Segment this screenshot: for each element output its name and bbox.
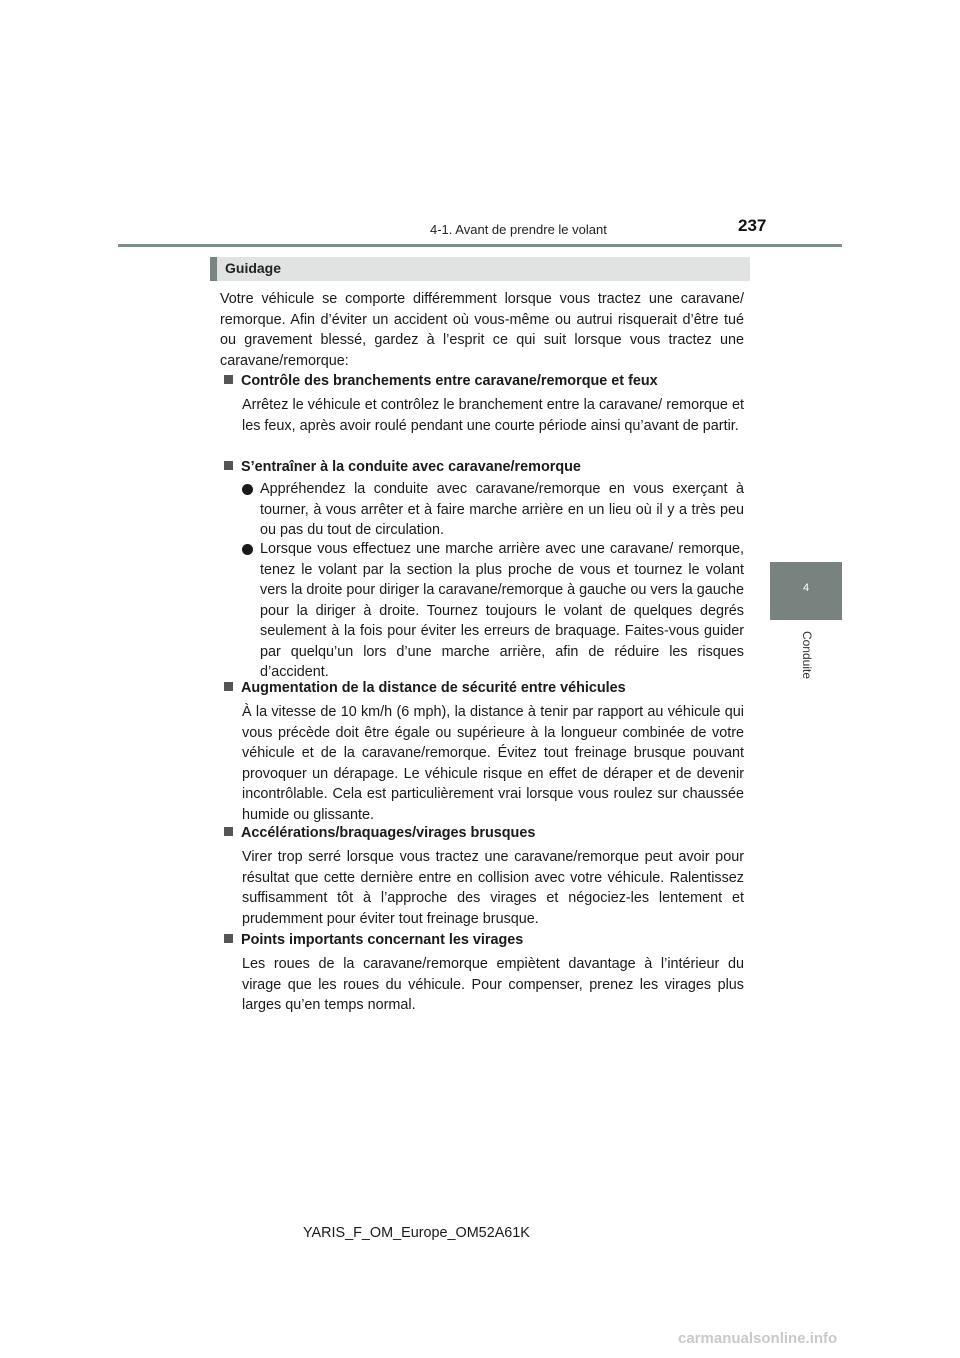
topic-heading [224,930,523,950]
header-divider [118,244,842,247]
topic-heading-text: Accélérations/braquages/virages brusques [241,825,536,841]
document-code: YARIS_F_OM_Europe_OM52A61K [303,1225,530,1241]
heading-accent-bar [210,257,217,281]
section-title: 4-1. Avant de prendre le volant [430,222,607,237]
square-bullet-icon [224,827,233,836]
topic-body: Les roues de la caravane/remorque empiètent davantage à l’intérieur du virage que les roues du véhicule. Pour compenser, prenez les virages plus larges qu’en temps normal. [242,956,744,1013]
list-item [242,479,744,541]
topic-body: À la vitesse de 10 km/h (6 mph), la distance à tenir par rapport au véhicule qui vous précède doit être égale ou supérieure à la longueur combinée de votre véhicule et de la caravane/remorque. Évitez tout freinage brusque pouvant provoquer un dérapage. Le véhicule risque en effet de déraper et de devenir incontrôlable. Cela est particulièrement vrai lorsque vous roulez sur chaussée humide ou glissante. [242,704,744,823]
topic-heading-text: Augmentation de la distance de sécurité entre véhicules [241,680,626,696]
topic-heading [224,823,535,843]
square-bullet-icon [224,934,233,943]
topic-heading [224,371,658,391]
round-bullet-icon [242,544,253,555]
topic-heading-text: Contrôle des branchements entre caravane/remorque et feux [241,373,658,389]
chapter-number: 4 [802,582,810,594]
square-bullet-icon [224,375,233,384]
square-bullet-icon [224,461,233,470]
watermark: carmanualsonline.info [678,1330,838,1347]
topic-heading [224,457,581,477]
guidage-title: Guidage [225,260,282,276]
topic-body: Arrêtez le véhicule et contrôlez le branchement entre la caravane/ remorque et les feux, après avoir roulé pendant une courte période ainsi qu’avant de partir. [242,397,744,434]
round-bullet-icon [242,484,253,495]
intro-paragraph: Votre véhicule se comporte différemment lorsque vous tractez une caravane/ remorque. Afin d’éviter un accident où vous-même ou autrui risquerait d’être tué ou gravement blessé, gardez à l’esprit ce qui suit lorsque vous tractez une caravane/remorque: [220,291,744,369]
topic-heading [224,678,626,698]
page-number: 237 [738,216,767,235]
topic-body: Virer trop serré lorsque vous tractez une caravane/remorque peut avoir pour résultat que cette dernière entre en collision avec votre véhicule. Ralentissez suffisamment tôt à l’approche des virages et négociez-les lentement et prudemment pour éviter tout freinage brusque. [242,849,744,927]
topic-heading-text: Points importants concernant les virages [241,932,524,948]
chapter-label: Conduite [800,630,814,680]
square-bullet-icon [224,682,233,691]
topic-heading-text: S’entraîner à la conduite avec caravane/remorque [241,459,581,475]
list-item-text: Appréhendez la conduite avec caravane/remorque en vous exerçant à tourner, à vous arrêter et à faire marche arrière en un lieu où il y a très peu ou pas du tout de circulation. [260,481,744,538]
list-item [242,539,744,683]
guidage-heading-box [210,257,750,281]
list-item-text: Lorsque vous effectuez une marche arrière avec une caravane/ remorque, tenez le volant par la section la plus proche de vous et tournez le volant vers la droite pour diriger la caravane/remorque à gauche ou vers la gauche pour la diriger à droite. Tournez toujours le volant de quelques degrés seulement à la fois pour éviter les erreurs de braquage. Faites-vous guider par quelqu’un lors d’une marche arrière, afin de réduire les risques d’accident. [260,541,744,680]
